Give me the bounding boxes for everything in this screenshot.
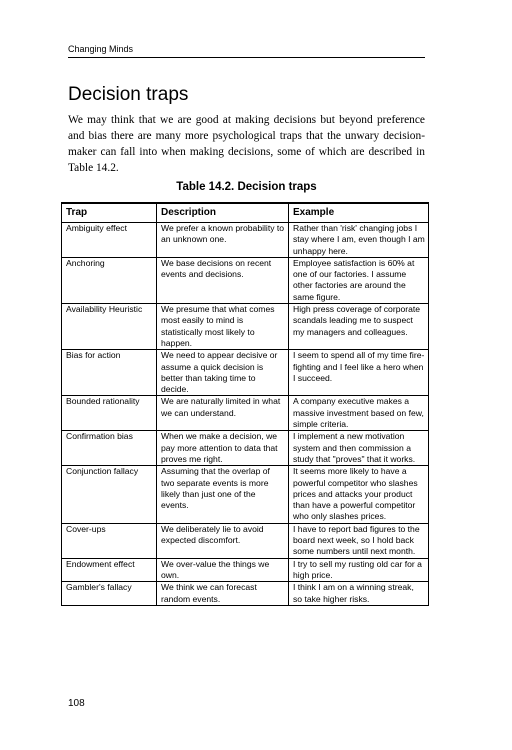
- example-cell: I have to report bad figures to the board next week, so I hold back some numbers until next month.: [289, 523, 429, 558]
- example-cell: It seems more likely to have a powerful competitor who slashes prices and attacks your product than have a powerful competitor who only slashes prices.: [289, 466, 429, 523]
- description-cell: We are naturally limited in what we can understand.: [157, 396, 289, 431]
- description-cell: We deliberately lie to avoid expected discomfort.: [157, 523, 289, 558]
- example-cell: I seem to spend all of my time fire-fighting and I feel like a hero when I succeed.: [289, 350, 429, 396]
- trap-cell: Availability Heuristic: [62, 304, 157, 350]
- table-row: [62, 582, 429, 606]
- example-cell: I think I am on a winning streak, so take higher risks.: [289, 582, 429, 606]
- description-cell: We need to appear decisive or assume a quick decision is better than taking time to decide.: [157, 350, 289, 396]
- description-cell: We prefer a known probability to an unknown one.: [157, 223, 289, 258]
- table-row: [62, 558, 429, 582]
- header-rule: [68, 57, 425, 58]
- description-cell: We over-value the things we own.: [157, 558, 289, 582]
- trap-cell: Conjunction fallacy: [62, 466, 157, 523]
- table-row: [62, 350, 429, 396]
- trap-cell: Gambler's fallacy: [62, 582, 157, 606]
- table-row: [62, 466, 429, 523]
- column-header-description: Description: [157, 203, 289, 223]
- trap-cell: Bias for action: [62, 350, 157, 396]
- example-cell: High press coverage of corporate scandals leading me to suspect my managers and colleagues.: [289, 304, 429, 350]
- trap-cell: Confirmation bias: [62, 431, 157, 466]
- decision-traps-table: [61, 202, 429, 606]
- trap-cell: Bounded rationality: [62, 396, 157, 431]
- page-number: 108: [68, 698, 85, 709]
- running-header: Changing Minds: [68, 44, 134, 54]
- table-header-row: [62, 203, 429, 223]
- trap-cell: Ambiguity effect: [62, 223, 157, 258]
- table-row: [62, 304, 429, 350]
- description-cell: We presume that what comes most easily to mind is statistically most likely to happen.: [157, 304, 289, 350]
- intro-paragraph: We may think that we are good at making decisions but beyond preference and bias there are many more psychological traps that the unwary decision-maker can fall into when making decisions, some of which are described in Table 14.2.: [68, 114, 425, 174]
- description-cell: We think we can forecast random events.: [157, 582, 289, 606]
- column-header-trap: Trap: [62, 203, 157, 223]
- description-cell: When we make a decision, we pay more attention to data that proves me right.: [157, 431, 289, 466]
- table-caption: Table 14.2. Decision traps: [176, 181, 317, 193]
- trap-cell: Cover-ups: [62, 523, 157, 558]
- description-cell: We base decisions on recent events and decisions.: [157, 257, 289, 303]
- table-row: [62, 223, 429, 258]
- column-header-example: Example: [289, 203, 429, 223]
- description-cell: Assuming that the overlap of two separate events is more likely than just one of the events.: [157, 466, 289, 523]
- trap-cell: Anchoring: [62, 257, 157, 303]
- table-row: [62, 396, 429, 431]
- example-cell: A company executive makes a massive investment based on few, simple criteria.: [289, 396, 429, 431]
- table-row: [62, 431, 429, 466]
- example-cell: I implement a new motivation system and then commission a study that "proves" that it works.: [289, 431, 429, 466]
- table-row: [62, 257, 429, 303]
- example-cell: Rather than 'risk' changing jobs I stay where I am, even though I am unhappy here.: [289, 223, 429, 258]
- example-cell: Employee satisfaction is 60% at one of our factories. I assume other factories are around the same figure.: [289, 257, 429, 303]
- section-title: Decision traps: [68, 84, 189, 105]
- trap-cell: Endowment effect: [62, 558, 157, 582]
- table-row: [62, 523, 429, 558]
- example-cell: I try to sell my rusting old car for a high price.: [289, 558, 429, 582]
